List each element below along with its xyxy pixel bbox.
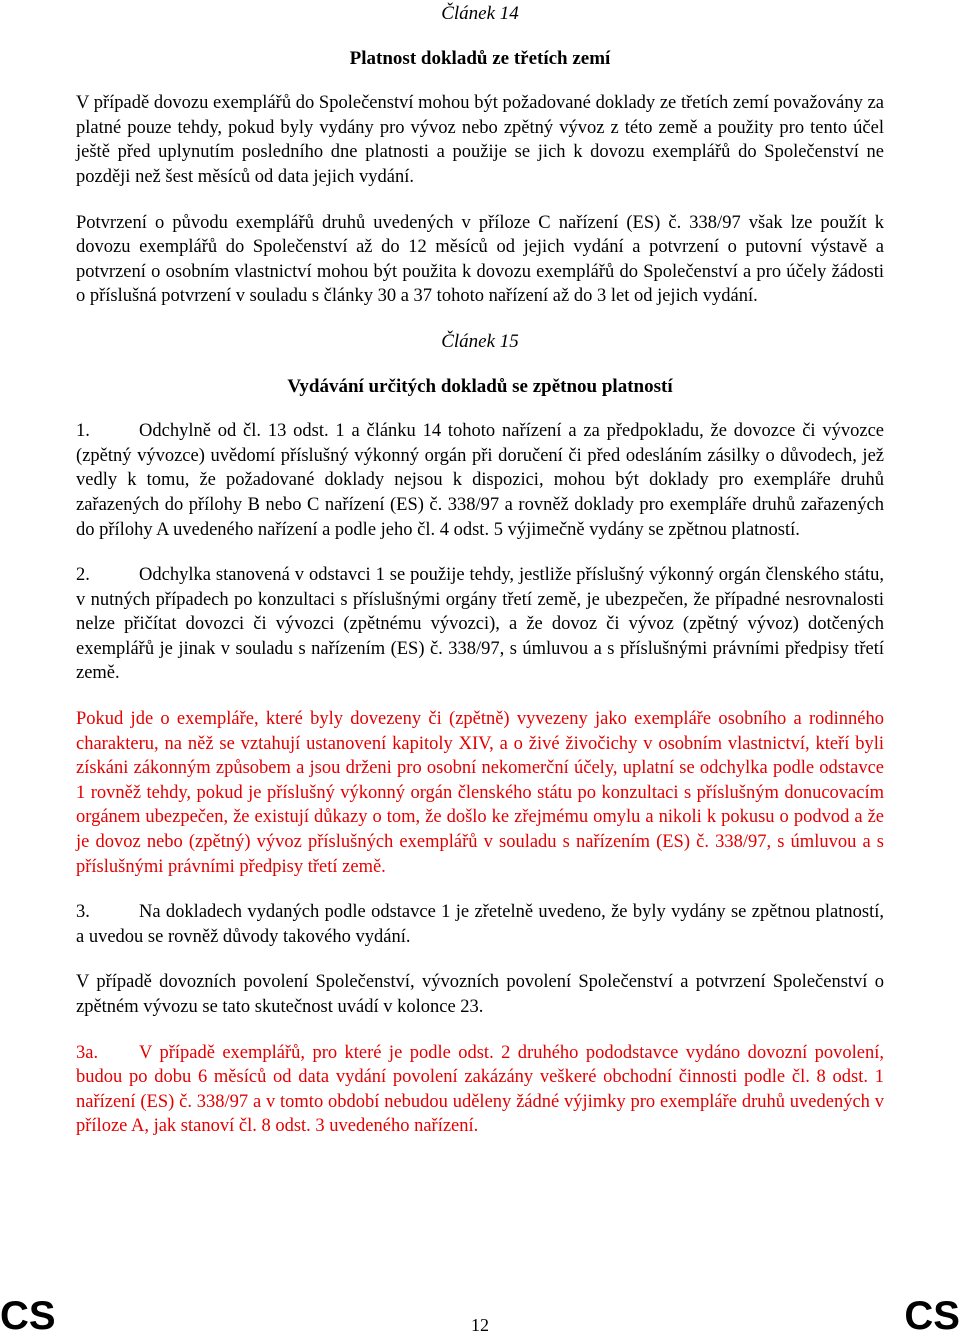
article-15-paragraph-3-continued: V případě dovozních povolení Společenství, vývozních povolení Společenství a potvrzení Společenství o zpětném vývozu se tato skutečnost uvádí v kolonce 23. [76, 972, 884, 1017]
paragraph-text: Na dokladech vydaných podle odstavce 1 je zřetelně uvedeno, že byly vydány se zpětnou platností, a uvedou se rovněž důvody takového vydání. [76, 902, 884, 947]
paragraph-text: Odchylka stanovená v odstavci 1 se použije tehdy, jestliže příslušný výkonný orgán členského státu, v nutných případech po konzultaci s příslušnými orgány třetí země, je ubezpečen, že případné nesrovnalosti nelze přičítat dovozci či vývozci (zpětnému vývozci), a že dovoz či vývoz (zpětný vývoz) dotčených exemplářů je jinak v souladu s nařízením (ES) č. 338/97, s úmluvou a s příslušnými právními předpisy třetí země. [76, 565, 884, 684]
document-body [76, 2, 884, 1160]
paragraph-number: 3. [76, 902, 90, 923]
article-15-title: Vydávání určitých dokladů se zpětnou platností [287, 375, 673, 397]
article-15-paragraph-1 [76, 419, 884, 542]
paragraph-text: V případě exemplářů, pro které je podle odst. 2 druhého pododstavce vydáno dovozní povolení, budou po dobu 6 měsíců od data vydání povolení zakázány veškeré obchodní činnosti podle čl. 8 odst. 1 nařízení (ES) č. 338/97 a v tomto období nebudou uděleny žádné výjimky pro exempláře druhů uvedených v příloze A, jak stanoví čl. 8 odst. 3 uvedeného nařízení. [76, 1042, 884, 1137]
amendment-paragraph: Pokud jde o exempláře, které byly dovezeny či (zpětně) vyvezeny jako exempláře osobního a rodinného charakteru, na něž se vztahují ustanovení kapitoly XIV, a o živé živočichy v osobním vlastnictví, kteří byli získáni zákonným způsobem a jsou drženi pro osobní nekomerční účely, uplatní se odchylka podle odstavce 1 rovněž tehdy, pokud je příslušný výkonný orgán členského státu po konzultaci s příslušným donucovacím orgánem ubezpečen, že existují důkazy o tom, že došlo ke zřejmému omylu a nikoli k pokusu o podvod a že je dovoz nebo (zpětný) vývoz příslušných exemplářů v souladu s nařízením (ES) č. 338/97, s úmluvou a s příslušnými právními předpisy třetí země. [76, 709, 884, 877]
article-14-paragraph-1: V případě dovozu exemplářů do Společenství mohou být požadované doklady ze třetích zemí považovány za platné pouze tehdy, pokud byly vydány pro vývoz nebo zpětný vývoz z této země a použity pro tento účel ještě před uplynutím posledního dne platnosti a použije se jich k dovozu exemplářů do Společenství ne později než šest měsíců od data jejich vydání. [76, 93, 884, 187]
article-14-paragraph-2: Potvrzení o původu exemplářů druhů uvedených v příloze C nařízení (ES) č. 338/97 však lze použít k dovozu exemplářů do Společenství až do 12 měsíců od jejich vydání a potvrzení o putovní výstavě a potvrzení o osobním vlastnictví mohou být použita k dovozu exemplářů do Společenství a pro účely žádosti o příslušná potvrzení v souladu s články 30 a 37 tohoto nařízení až do 3 let od jejich vydání. [76, 212, 884, 307]
article-14-title: Platnost dokladů ze třetích zemí [349, 47, 611, 69]
article-15-paragraph-2 [76, 563, 884, 686]
article-15-paragraph-3 [76, 900, 884, 949]
paragraph-number: 1. [76, 421, 90, 442]
paragraph-number: 2. [76, 565, 90, 586]
paragraph-text: Odchylně od čl. 13 odst. 1 a článku 14 tohoto nařízení a za předpokladu, že dovozce či vývozce (zpětný vývozce) uvědomí příslušný výkonný orgán při doručení či před odesláním zásilky o důvodech, jež vedly k tomu, že požadované doklady nejsou k dispozici, mohou být doklady pro exempláře druhů zařazených do přílohy B nebo C nařízení (ES) č. 338/97 a rovněž doklady pro exempláře druhů zařazených do přílohy A uvedeného nařízení a podle jeho čl. 4 odst. 5 výjimečně vydány se zpětnou platností. [76, 421, 884, 540]
page-number: 12 [471, 1315, 489, 1335]
article-14-label: Článek 14 [441, 3, 519, 24]
article-15-paragraph-3a [76, 1041, 884, 1139]
paragraph-number: 3a. [76, 1042, 99, 1063]
article-15-label: Článek 15 [441, 330, 519, 352]
language-code-right: CS [904, 1294, 960, 1338]
language-code-left: CS [0, 1294, 56, 1338]
